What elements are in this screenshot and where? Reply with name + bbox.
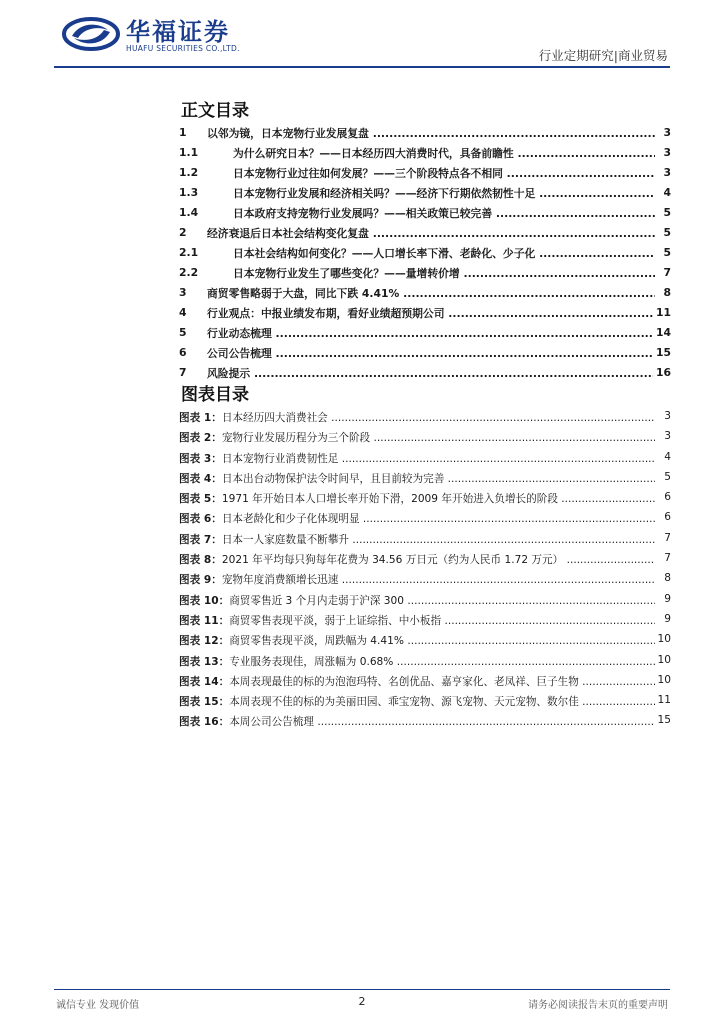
toc-entry-number: 1.3 — [179, 186, 199, 199]
figure-entry-title — [179, 471, 655, 486]
figure-entry-caption: 商贸零售表现平淡，弱于上证综指、中小板指 — [229, 614, 442, 627]
toc-entry[interactable] — [179, 346, 671, 366]
figure-entry-label: 图表 13： — [179, 655, 230, 668]
figure-entry[interactable] — [179, 410, 671, 430]
toc-entry-number: 4 — [179, 306, 187, 319]
figure-entry-title — [179, 694, 655, 709]
toc-entry-title: 日本社会结构如何变化？——人口增长率下滑、老龄化、少子化 ..... — [233, 246, 655, 261]
figure-entry-caption: 宠物年度消费额增长迅速 — [221, 574, 339, 587]
report-type: 行业定期研究|商业贸易 — [538, 48, 668, 63]
figure-entry-label: 图表 11： — [179, 614, 230, 627]
toc-entry-page: 16 — [653, 366, 671, 379]
figure-entry-caption: 日本经历四大消费社会 — [221, 412, 328, 424]
figure-entry-caption: 宠物行业发展历程分为三个阶段 — [221, 432, 371, 445]
figure-entry-caption: 日本一人家庭数量不断攀升 — [221, 533, 349, 546]
toc-entry-title: 行业观点：中报业绩发布期，看好业绩超预期公司 ..... — [207, 306, 655, 321]
figure-entry-label: 图表 4： — [179, 472, 222, 485]
figure-entry-title — [179, 674, 655, 689]
figure-entry[interactable] — [179, 471, 671, 491]
toc-entry-title: 日本政府支持宠物行业发展吗？——相关政策已较完善 ..... — [233, 206, 655, 221]
figure-entry-caption: 2021 年平均每只狗每年花费为 34.56 万日元（约为人民币 1.72 万元） — [221, 554, 564, 567]
footer-disclaimer: 请务必阅读报告末页的重要声明 — [528, 1000, 668, 1011]
figure-entry[interactable] — [179, 430, 671, 450]
figure-entry-caption: 日本出台动物保护法令时间早，且目前较为完善 — [221, 472, 445, 485]
toc-entry-number: 5 — [179, 326, 187, 339]
figure-entry-title — [179, 613, 655, 628]
toc-entry-number: 1.4 — [179, 206, 199, 219]
figure-entry-page: 10 — [657, 633, 671, 646]
figure-entry[interactable] — [179, 613, 671, 633]
figure-entry-label: 图表 6： — [179, 513, 222, 526]
figure-entry-page: 9 — [664, 592, 671, 605]
toc-entry-page: 3 — [660, 126, 671, 139]
huafu-logo-icon — [62, 16, 120, 52]
toc-entry[interactable] — [179, 246, 671, 266]
figure-entry-page: 4 — [664, 450, 671, 463]
toc-entry-number: 7 — [179, 366, 187, 379]
toc-entry-number: 2.2 — [179, 266, 199, 279]
figure-entry-title — [179, 430, 655, 445]
figure-entry-label: 图表 5： — [179, 493, 222, 506]
footer-divider — [54, 989, 670, 990]
figure-entry-title — [179, 552, 655, 567]
toc-entry-number: 1.1 — [179, 146, 199, 159]
figure-entry-label: 图表 15： — [179, 696, 230, 709]
figure-entry-caption: 商贸零售表现平淡，周跌幅为 4.41% — [229, 635, 404, 648]
toc-entry-title: 公司公告梳理 ..... — [207, 346, 655, 361]
figure-entry-title — [179, 714, 655, 729]
figure-entry-label: 图表 12： — [179, 635, 230, 648]
brand-name-en: HUAFU SECURITIES CO.,LTD. — [126, 44, 240, 53]
toc-entry-title: 为什么研究日本？——日本经历四大消费时代，具备前瞻性 ..... — [233, 146, 655, 161]
toc-entry-title: 日本宠物行业过往如何发展？——三个阶段特点各不相同 ..... — [233, 166, 655, 181]
toc-entry-title: 日本宠物行业发生了哪些变化？——量增转价增 ..... — [233, 266, 655, 281]
figure-entry-page: 3 — [664, 410, 671, 422]
toc-list — [179, 126, 671, 386]
toc-entry-page: 5 — [660, 226, 671, 239]
figure-entry-title — [179, 451, 655, 466]
figure-entry-title — [179, 572, 655, 587]
toc-entry[interactable] — [179, 126, 671, 146]
figure-entry[interactable] — [179, 694, 671, 714]
toc-entry[interactable] — [179, 306, 671, 326]
figure-entry-caption: 专业服务表现佳，周涨幅为 0.68% — [229, 655, 394, 668]
figure-entry-title — [179, 532, 655, 547]
figure-entry[interactable] — [179, 714, 671, 734]
toc-entry-title: 商贸零售略弱于大盘，同比下跌 4.41% ..... — [207, 286, 655, 301]
toc-entry-page: 8 — [660, 286, 671, 299]
figure-entry-caption: 日本老龄化和少子化体现明显 — [221, 513, 360, 526]
figure-entry-label: 图表 8： — [179, 554, 222, 567]
toc-entry[interactable] — [179, 286, 671, 306]
toc-entry-number: 1 — [179, 126, 187, 139]
figure-entry-caption: 本周公司公告梳理 — [229, 716, 314, 729]
toc-entry-page: 11 — [653, 306, 671, 319]
figure-entry-page: 15 — [657, 714, 671, 727]
toc-entry-title: 风险提示 ..... — [207, 366, 655, 381]
figure-entry-page: 7 — [664, 531, 671, 544]
figures-heading: 图表目录 — [181, 385, 249, 405]
toc-entry-page: 5 — [660, 206, 671, 219]
figure-entry-title — [179, 491, 655, 506]
figure-entry-page: 11 — [657, 694, 671, 707]
figure-entry[interactable] — [179, 552, 671, 572]
toc-entry-page: 4 — [660, 186, 671, 199]
figure-entry-page: 6 — [664, 511, 671, 524]
toc-entry-title: 以邻为镜，日本宠物行业发展复盘 ..... — [207, 126, 655, 141]
figures-list — [179, 410, 671, 735]
figure-entry[interactable] — [179, 593, 671, 613]
toc-entry[interactable] — [179, 166, 671, 186]
figure-entry-label: 图表 9： — [179, 574, 222, 587]
toc-entry-number: 2.1 — [179, 246, 199, 259]
page-header — [0, 0, 724, 70]
figure-entry-title — [179, 511, 655, 526]
toc-entry-number: 3 — [179, 286, 187, 299]
figure-entry-label: 图表 7： — [179, 533, 222, 546]
toc-entry[interactable] — [179, 186, 671, 206]
toc-entry[interactable] — [179, 326, 671, 346]
toc-entry[interactable] — [179, 226, 671, 246]
footer-slogan: 诚信专业 发现价值 — [56, 1000, 140, 1011]
toc-entry[interactable] — [179, 266, 671, 286]
toc-entry[interactable] — [179, 366, 671, 386]
figure-entry-label: 图表 2： — [179, 432, 222, 445]
figure-entry-title — [179, 654, 655, 669]
toc-entry-page: 3 — [660, 146, 671, 159]
figure-entry-caption: 商贸零售近 3 个月内走弱于沪深 300 — [229, 594, 404, 607]
toc-entry[interactable] — [179, 146, 671, 166]
figure-entry-label: 图表 3： — [179, 452, 222, 465]
toc-heading: 正文目录 — [181, 101, 249, 121]
figure-entry-title — [179, 410, 655, 425]
page-number: 2 — [358, 995, 366, 1008]
figure-entry-title — [179, 633, 655, 648]
figure-entry-label: 图表 16： — [179, 716, 230, 729]
figure-entry-caption: 日本宠物行业消费韧性足 — [221, 452, 339, 465]
toc-entry-page: 3 — [660, 166, 671, 179]
figure-entry[interactable] — [179, 674, 671, 694]
figure-entry-title — [179, 593, 655, 608]
figure-entry-page: 10 — [657, 653, 671, 666]
toc-entry[interactable] — [179, 206, 671, 226]
figure-entry-label: 图表 14： — [179, 675, 230, 688]
figure-entry[interactable] — [179, 633, 671, 653]
figure-entry[interactable] — [179, 572, 671, 592]
figure-entry-page: 5 — [664, 470, 671, 483]
figure-entry-caption: 1971 年开始日本人口增长率开始下滑，2009 年开始进入负增长的阶段 — [221, 493, 558, 506]
figure-entry[interactable] — [179, 491, 671, 511]
toc-entry-number: 1.2 — [179, 166, 199, 179]
figure-entry-label: 图表 10： — [179, 594, 230, 607]
figure-entry-page: 3 — [664, 430, 671, 443]
toc-entry-page: 5 — [660, 246, 671, 259]
figure-entry-page: 10 — [657, 673, 671, 686]
toc-entry-number: 2 — [179, 226, 187, 239]
figure-entry-page: 8 — [664, 572, 671, 585]
figure-entry-caption: 本周表现不佳的标的为美丽田园、乖宝宠物、源飞宠物、天元宠物、数尔佳 — [229, 696, 579, 709]
toc-entry-title: 日本宠物行业发展和经济相关吗？——经济下行期依然韧性十足 ..... — [233, 186, 655, 201]
figure-entry-page: 9 — [664, 612, 671, 625]
toc-entry-page: 7 — [660, 266, 671, 279]
toc-entry-title: 行业动态梳理 ..... — [207, 326, 655, 341]
toc-entry-page: 14 — [653, 326, 671, 339]
toc-entry-number: 6 — [179, 346, 187, 359]
figure-entry-label: 图表 1： — [179, 412, 222, 424]
figure-entry[interactable] — [179, 451, 671, 471]
header-divider — [54, 66, 670, 68]
figure-entry[interactable] — [179, 511, 671, 531]
figure-entry[interactable] — [179, 654, 671, 674]
brand-name: 华福证券 — [126, 18, 230, 46]
toc-entry-page: 15 — [653, 346, 671, 359]
figure-entry-page: 7 — [664, 552, 671, 565]
toc-entry-title: 经济衰退后日本社会结构变化复盘 ..... — [207, 226, 655, 241]
figure-entry[interactable] — [179, 532, 671, 552]
figure-entry-page: 6 — [664, 491, 671, 504]
figure-entry-caption: 本周表现最佳的标的为泡泡玛特、名创优品、嘉亨家化、老凤祥、巨子生物 — [229, 675, 579, 688]
